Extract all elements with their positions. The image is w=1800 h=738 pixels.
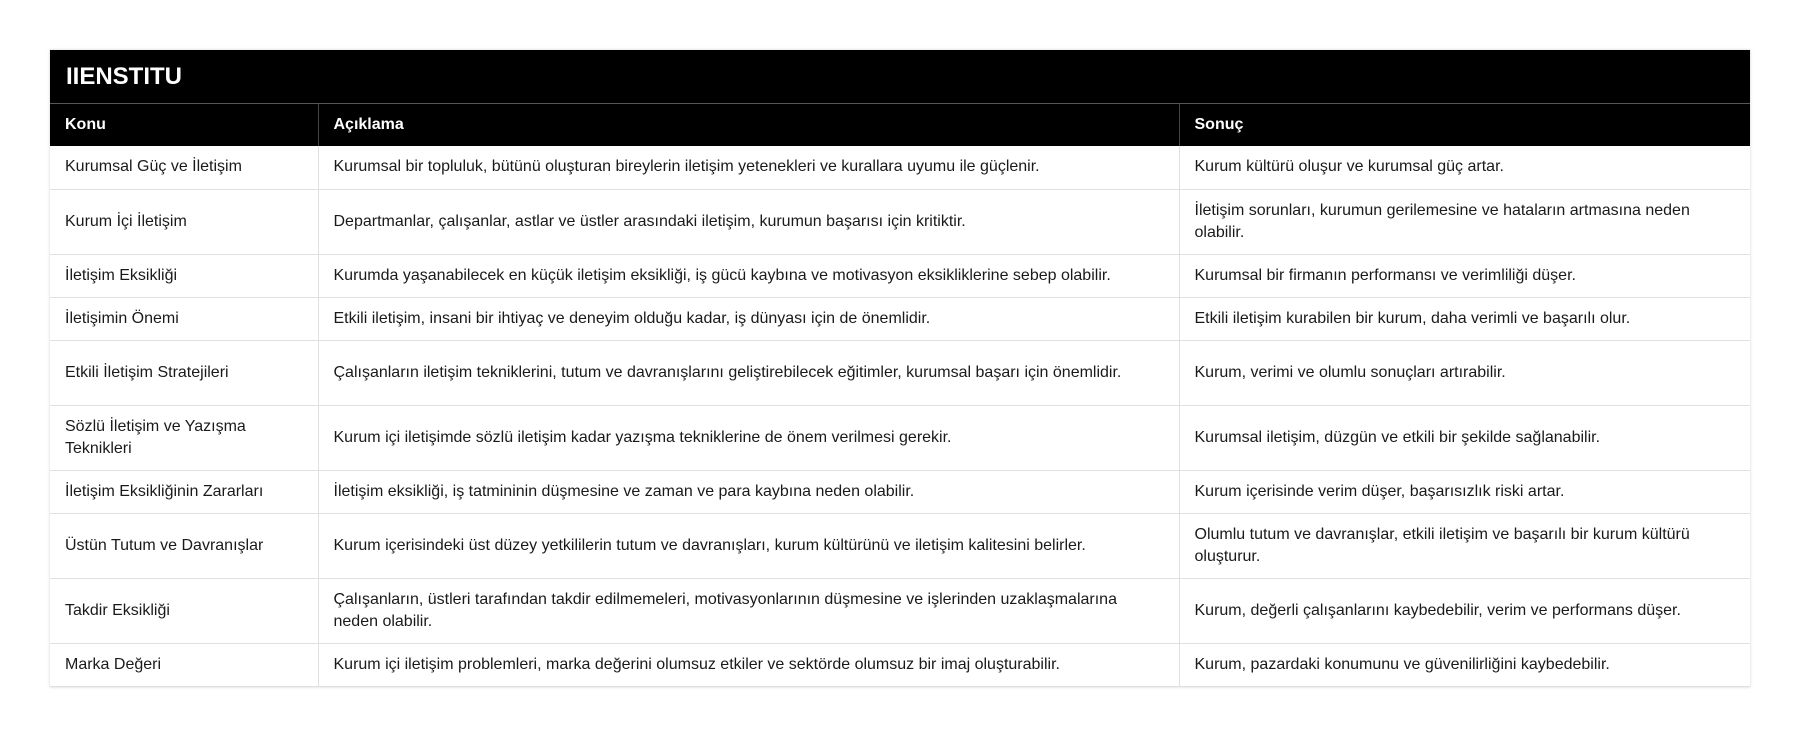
data-table — [50, 104, 1750, 687]
table-row — [50, 405, 1750, 470]
cell-sonuc: İletişim sorunları, kurumun gerilemesine ve hataların artmasına neden olabilir. — [1179, 189, 1750, 254]
cell-sonuc: Kurum, pazardaki konumunu ve güvenilirliğini kaybedebilir. — [1179, 643, 1750, 686]
table-header — [50, 104, 1750, 146]
table-row — [50, 146, 1750, 189]
cell-sonuc: Kurumsal iletişim, düzgün ve etkili bir şekilde sağlanabilir. — [1179, 405, 1750, 470]
cell-konu: İletişim Eksikliğinin Zararları — [50, 470, 318, 513]
table-row — [50, 513, 1750, 578]
cell-konu: İletişim Eksikliği — [50, 254, 318, 297]
table-row — [50, 297, 1750, 340]
table-title: IIENSTITU — [50, 50, 1750, 104]
cell-sonuc: Kurum içerisinde verim düşer, başarısızlık riski artar. — [1179, 470, 1750, 513]
header-sonuc: Sonuç — [1179, 104, 1750, 146]
table-container — [50, 50, 1750, 687]
cell-konu: Etkili İletişim Stratejileri — [50, 340, 318, 405]
table-row — [50, 643, 1750, 686]
cell-sonuc: Kurumsal bir firmanın performansı ve verimliliği düşer. — [1179, 254, 1750, 297]
cell-aciklama: Kurumsal bir topluluk, bütünü oluşturan bireylerin iletişim yetenekleri ve kurallara uyumu ile güçlenir. — [318, 146, 1179, 189]
cell-aciklama: Kurumda yaşanabilecek en küçük iletişim eksikliği, iş gücü kaybına ve motivasyon eksikliklerine sebep olabilir. — [318, 254, 1179, 297]
cell-sonuc: Etkili iletişim kurabilen bir kurum, daha verimli ve başarılı olur. — [1179, 297, 1750, 340]
table-body — [50, 146, 1750, 686]
cell-aciklama: Etkili iletişim, insani bir ihtiyaç ve deneyim olduğu kadar, iş dünyası için de önemlidir. — [318, 297, 1179, 340]
cell-aciklama: Kurum içi iletişimde sözlü iletişim kadar yazışma tekniklerine de önem verilmesi gerekir. — [318, 405, 1179, 470]
cell-sonuc: Kurum, değerli çalışanlarını kaybedebilir, verim ve performans düşer. — [1179, 578, 1750, 643]
table-row — [50, 189, 1750, 254]
cell-konu: Kurum İçi İletişim — [50, 189, 318, 254]
table-row — [50, 340, 1750, 405]
cell-konu: İletişimin Önemi — [50, 297, 318, 340]
cell-aciklama: Departmanlar, çalışanlar, astlar ve üstler arasındaki iletişim, kurumun başarısı için kritiktir. — [318, 189, 1179, 254]
cell-sonuc: Olumlu tutum ve davranışlar, etkili iletişim ve başarılı bir kurum kültürü oluşturur. — [1179, 513, 1750, 578]
table-row — [50, 578, 1750, 643]
table-row — [50, 254, 1750, 297]
cell-konu: Marka Değeri — [50, 643, 318, 686]
cell-konu: Takdir Eksikliği — [50, 578, 318, 643]
cell-konu: Kurumsal Güç ve İletişim — [50, 146, 318, 189]
cell-konu: Üstün Tutum ve Davranışlar — [50, 513, 318, 578]
header-aciklama: Açıklama — [318, 104, 1179, 146]
cell-konu: Sözlü İletişim ve Yazışma Teknikleri — [50, 405, 318, 470]
cell-aciklama: İletişim eksikliği, iş tatmininin düşmesine ve zaman ve para kaybına neden olabilir. — [318, 470, 1179, 513]
cell-aciklama: Çalışanların iletişim tekniklerini, tutum ve davranışlarını geliştirebilecek eğitimler, kurumsal başarı için önemlidir. — [318, 340, 1179, 405]
cell-sonuc: Kurum kültürü oluşur ve kurumsal güç artar. — [1179, 146, 1750, 189]
cell-aciklama: Çalışanların, üstleri tarafından takdir edilmemeleri, motivasyonlarının düşmesine ve işlerinden uzaklaşmalarına neden olabilir. — [318, 578, 1179, 643]
cell-sonuc: Kurum, verimi ve olumlu sonuçları artırabilir. — [1179, 340, 1750, 405]
cell-aciklama: Kurum içi iletişim problemleri, marka değerini olumsuz etkiler ve sektörde olumsuz bir imaj oluşturabilir. — [318, 643, 1179, 686]
header-row — [50, 104, 1750, 146]
header-konu: Konu — [50, 104, 318, 146]
cell-aciklama: Kurum içerisindeki üst düzey yetkililerin tutum ve davranışları, kurum kültürünü ve iletişim kalitesini belirler. — [318, 513, 1179, 578]
table-row — [50, 470, 1750, 513]
